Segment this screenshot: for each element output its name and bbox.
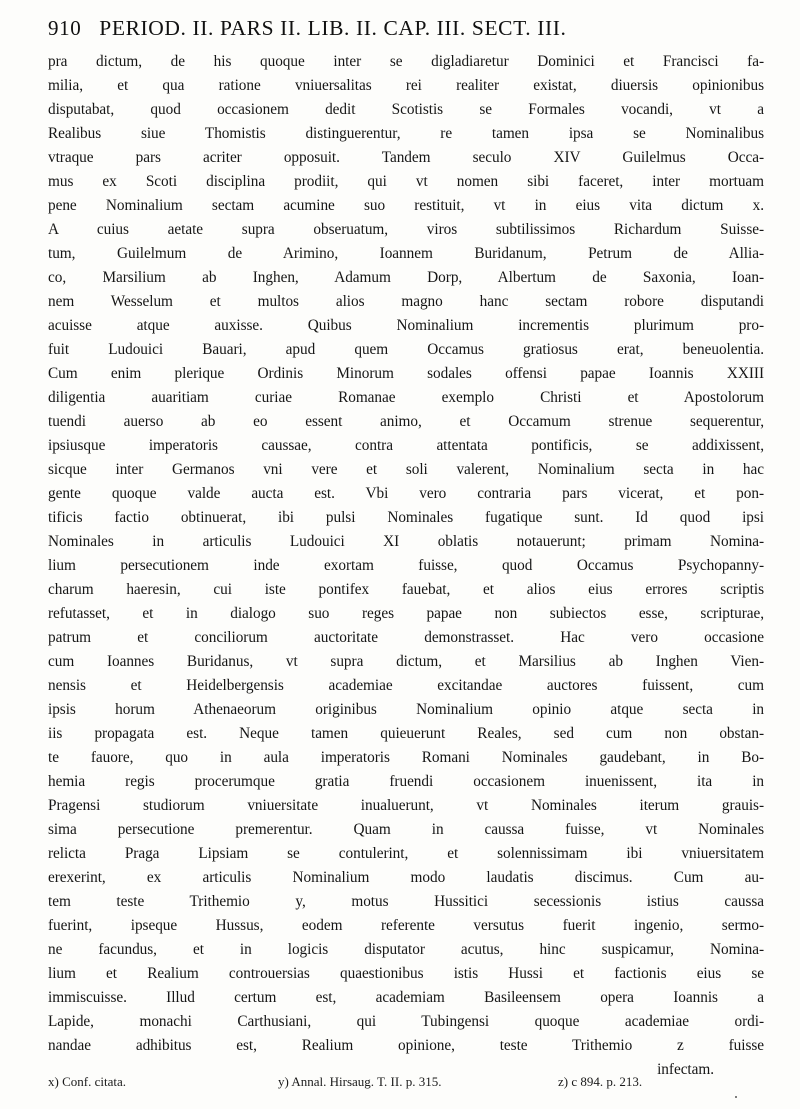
text-line: fuit Ludouici Bauari, apud quem Occamus gratiosus erat, beneuolentia.: [48, 341, 764, 358]
running-head-title: PERIOD. II. PARS II. LIB. II. CAP. III. SECT. III.: [99, 16, 567, 40]
text-line: cum Ioannes Buridanus, vt supra dictum, et Marsilius ab Inghen Vien-: [48, 653, 764, 670]
text-line: hemia regis procerumque gratia fruendi occasionem inuenissent, ita in: [48, 773, 764, 790]
text-line: Lapide, monachi Carthusiani, qui Tubingensi quoque academiae ordi-: [48, 1013, 764, 1030]
text-line: Realibus siue Thomistis distinguerentur, re tamen ipsa se Nominalibus: [48, 125, 764, 142]
footnote-y: y) Annal. Hirsaug. T. II. p. 315.: [278, 1074, 442, 1089]
text-line: co, Marsilium ab Inghen, Adamum Dorp, Albertum de Saxonia, Ioan-: [48, 269, 764, 286]
text-line: sicque inter Germanos vni vere et soli valerent, Nominalium secta in hac: [48, 461, 764, 478]
text-line: lium et Realium controuersias quaestionibus istis Hussi et factionis eius se: [48, 965, 764, 982]
text-line: ipsiusque imperatoris caussae, contra attentata pontificis, se addixissent,: [48, 437, 764, 454]
text-line: Nominales in articulis Ludouici XI oblatis notauerunt; primam Nomina-: [48, 533, 764, 550]
text-line: tum, Guilelmum de Arimino, Ioannem Buridanum, Petrum de Allia-: [48, 245, 764, 262]
text-line: nandae adhibitus est, Realium opinione, teste Trithemio z fuisse: [48, 1037, 764, 1054]
text-line: te fauore, quo in aula imperatoris Romani Nominales gaudebant, in Bo-: [48, 749, 764, 766]
text-line: sima persecutione premerentur. Quam in caussa fuisse, vt Nominales: [48, 821, 764, 838]
text-line: gente quoque valde aucta est. Vbi vero contraria pars vicerat, et pon-: [48, 485, 764, 502]
text-line: erexerint, ex articulis Nominalium modo laudatis discimus. Cum au-: [48, 869, 764, 886]
text-line: tem teste Trithemio y, motus Hussitici secessionis istius caussa: [48, 893, 764, 910]
text-line: diligentia auaritiam curiae Romanae exemplo Christi et Apostolorum: [48, 389, 764, 406]
text-line: tificis factio obtinuerat, ibi pulsi Nominales fugatique sunt. Id quod ipsi: [48, 509, 764, 526]
text-line: Cum enim plerique Ordinis Minorum sodales offensi papae Ioannis XXIII: [48, 365, 764, 382]
text-line: tuendi auerso ab eo essent animo, et Occamum strenue sequerentur,: [48, 413, 764, 430]
text-line: refutasset, et in dialogo suo reges papae non subiectos esse, scripturae,: [48, 605, 764, 622]
ink-speck: [735, 1096, 737, 1098]
text-line: Pragensi studiorum vniuersitate inualuerunt, vt Nominales iterum grauis-: [48, 797, 764, 814]
page-number: 910: [48, 16, 82, 40]
text-line: nensis et Heidelbergensis academiae excitandae auctores fuissent, cum: [48, 677, 764, 694]
text-line: immiscuisse. Illud certum est, academiam Basileensem opera Ioannis a: [48, 989, 764, 1006]
text-line: ipsis horum Athenaeorum originibus Nominalium opinio atque secta in: [48, 701, 764, 718]
footnote-x: x) Conf. citata.: [48, 1074, 126, 1089]
text-line: relicta Praga Lipsiam se contulerint, et solennissimam ibi vniuersitatem: [48, 845, 764, 862]
text-line: patrum et conciliorum auctoritate demonstrasset. Hac vero occasione: [48, 629, 764, 646]
text-line: pene Nominalium sectam acumine suo restituit, vt in eius vita dictum x.: [48, 197, 764, 214]
text-line: A cuius aetate supra obseruatum, viros subtilissimos Richardum Suisse-: [48, 221, 764, 238]
text-line-final: infectam.: [657, 1061, 714, 1078]
text-line: vtraque pars acriter opposuit. Tandem seculo XIV Guilelmus Occa-: [48, 149, 764, 166]
text-line: disputabat, quod occasionem dedit Scotistis se Formales vocandi, vt a: [48, 101, 764, 118]
text-line: ne facundus, et in logicis disputator acutus, hinc suspicamur, Nomina-: [48, 941, 764, 958]
text-line: mus ex Scoti disciplina prodiit, qui vt nomen sibi faceret, inter mortuam: [48, 173, 764, 190]
text-line: charum haeresin, cui iste pontifex fauebat, et alios eius errores scriptis: [48, 581, 764, 598]
text-line: iis propagata est. Neque tamen quieuerunt Reales, sed cum non obstan-: [48, 725, 764, 742]
body-text: [48, 50, 764, 1082]
text-line: acuisse atque auxisse. Quibus Nominalium incrementis plurimum pro-: [48, 317, 764, 334]
text-line: fuerint, ipseque Hussus, eodem referente versutus fuerit ingenio, sermo-: [48, 917, 764, 934]
text-line: pra dictum, de his quoque inter se digladiaretur Dominici et Francisci fa-: [48, 53, 764, 70]
text-line: milia, et qua ratione vniuersalitas rei realiter existat, diuersis opinionibus: [48, 77, 764, 94]
text-line: nem Wesselum et multos alios magno hanc sectam robore disputandi: [48, 293, 764, 310]
footnote-z: z) c 894. p. 213.: [558, 1074, 643, 1089]
text-line: lium persecutionem inde exortam fuisse, quod Occamus Psychopanny-: [48, 557, 764, 574]
running-head: [48, 16, 748, 48]
